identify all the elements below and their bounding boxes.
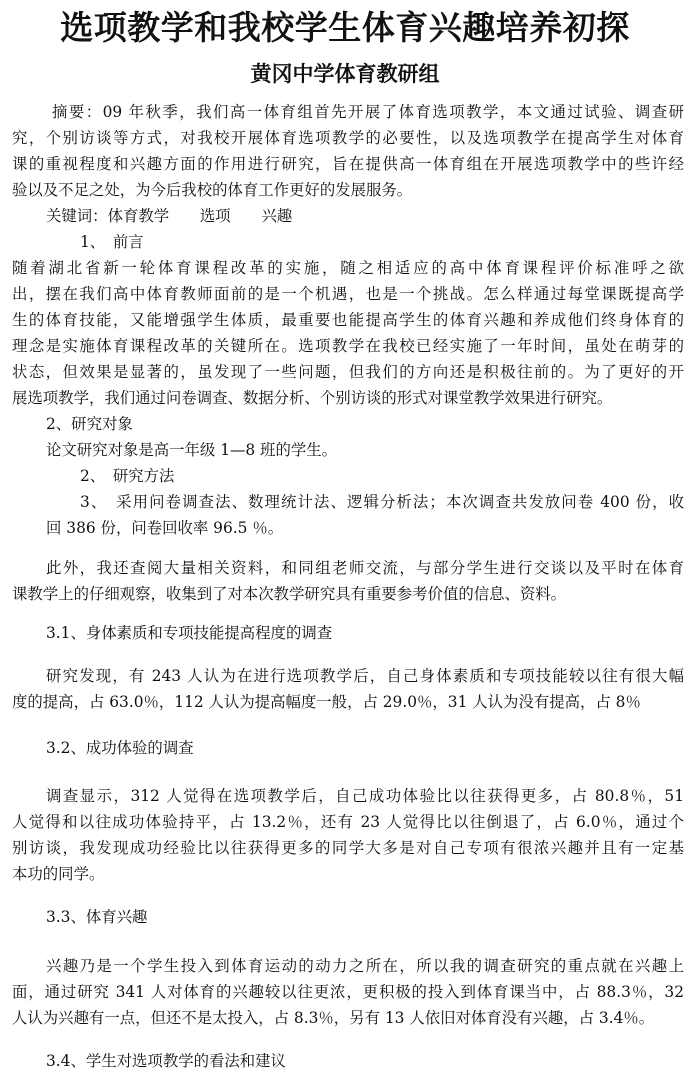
body-line: 此外，我还查阅大量相关资料，和同组老师交流，与部分学生进行交谈以及平时在体育 bbox=[46, 559, 684, 577]
body-line: 面，通过研究 341 人对体育的兴趣较以往更浓，更积极的投入到体育课当中，占 88.3％，32 bbox=[12, 983, 684, 1001]
body-line: 理念是实施体育课程改革的关键所在。选项教学在我校已经实施了一年时间，虽处在萌芽的 bbox=[12, 337, 684, 355]
body-line: 回 386 份，问卷回收率 96.5 ％。 bbox=[46, 519, 284, 537]
section-heading: 2、 研究方法 bbox=[80, 467, 175, 485]
section-heading: 2、研究对象 bbox=[46, 415, 133, 433]
body-line: 调查显示，312 人觉得在选项教学后，自己成功体验比以往获得更多，占 80.8％，51 bbox=[46, 787, 684, 805]
body-line: 状态，但效果是显著的，虽发现了一些问题，但我们的方向还是积极往前的。为了更好的开 bbox=[12, 363, 684, 381]
abstract-line: 究，个别访谈等方式，对我校开展体育选项教学的必要性，以及选项教学在提高学生对体育 bbox=[12, 129, 684, 147]
section-heading: 3.1、身体素质和专项技能提高程度的调查 bbox=[46, 624, 333, 642]
body-line: 别访谈，我发现成功经验比以往获得更多的同学大多是对自己专项有很浓兴趣并且有一定基 bbox=[12, 839, 684, 857]
section-heading: 3.2、成功体验的调查 bbox=[46, 739, 194, 757]
body-line: 展选项教学，我们通过问卷调查、数据分析、个别访谈的形式对课堂教学效果进行研究。 bbox=[12, 389, 613, 407]
body-line: 论文研究对象是高一年级 1—8 班的学生。 bbox=[46, 441, 338, 459]
abstract-line: 课的重视程度和兴趣方面的作用进行研究，旨在提供高一体育组在开展选项教学中的些许经 bbox=[12, 155, 684, 173]
body-line: 研究发现，有 243 人认为在进行选项教学后，自己身体素质和专项技能较以往有很大幅 bbox=[46, 667, 684, 685]
body-line: 度的提高，占 63.0％，112 人认为提高幅度一般，占 29.0％，31 人认为没有提高，占 8％ bbox=[12, 693, 641, 711]
body-line: 兴趣乃是一个学生投入到体育运动的动力之所在，所以我的调查研究的重点就在兴趣上 bbox=[46, 957, 684, 975]
body-line: 课教学上的仔细观察，收集到了对本次教学研究具有重要参考价值的信息、资料。 bbox=[12, 585, 567, 603]
body-line: 生的体育技能，又能增强学生体质，最重要也能提高学生的体育兴趣和养成他们终身体育的 bbox=[12, 311, 684, 329]
body-line: 3、 采用问卷调查法、数理统计法、逻辑分析法；本次调查共发放问卷 400 份，收 bbox=[80, 493, 684, 511]
body-line: 人认为兴趣有一点，但还不是太投入，占 8.3％，另有 13 人依旧对体育没有兴趣，占 3.4％。 bbox=[12, 1009, 655, 1027]
section-heading: 3.3、体育兴趣 bbox=[46, 908, 148, 926]
body-line: 人觉得和以往成功体验持平，占 13.2％，还有 23 人觉得比以往倒退了，占 6.0％，通过个 bbox=[12, 813, 684, 831]
keywords-line: 关键词：体育教学 选项 兴趣 bbox=[46, 207, 293, 225]
abstract-line: 摘要：09 年秋季，我们高一体育组首先开展了体育选项教学，本文通过试验、调查研 bbox=[52, 103, 684, 121]
document-title: 选项教学和我校学生体育兴趣培养初探 bbox=[60, 8, 630, 47]
body-line: 随着湖北省新一轮体育课程改革的实施，随之相适应的高中体育课程评价标准呼之欲 bbox=[12, 259, 684, 277]
section-heading: 3.4、学生对选项教学的看法和建议 bbox=[46, 1052, 286, 1070]
abstract-line: 验以及不足之处，为今后我校的体育工作更好的发展服务。 bbox=[12, 181, 413, 199]
author-line: 黄冈中学体育教研组 bbox=[250, 62, 440, 86]
body-line: 本功的同学。 bbox=[12, 865, 105, 883]
body-line: 出，摆在我们高中体育教师面前的是一个机遇，也是一个挑战。怎么样通过每堂课既提高学 bbox=[12, 285, 684, 303]
section-heading: 1、 前言 bbox=[80, 233, 144, 251]
